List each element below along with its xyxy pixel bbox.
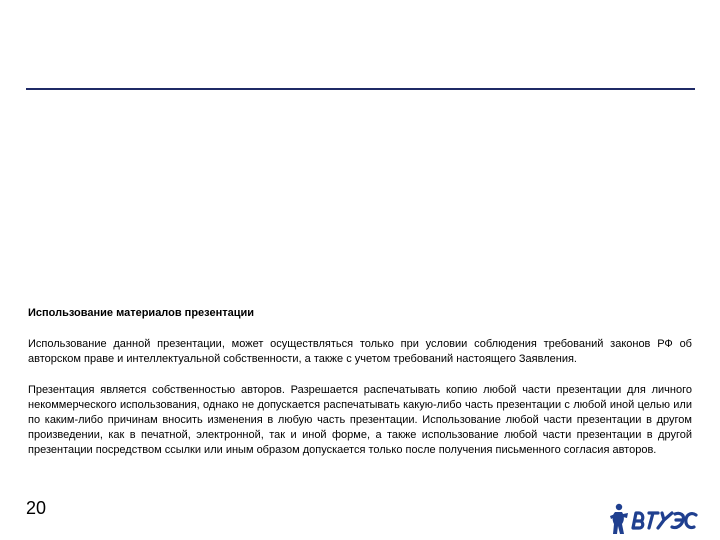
notice-paragraph-legal: Использование данной презентации, может осуществляться только при условии соблюдения требований законов РФ об авторском праве и интеллектуальной собственности, а также с учетом требований настоящего Заявления. bbox=[28, 338, 692, 365]
usage-notice bbox=[28, 306, 692, 458]
notice-paragraph-copyright: Презентация является собственностью авторов. Разрешается распечатывать копию любой части презентации для личного некоммерческого использования, однако не допускается распечатывать какую-либо часть презентации с любой иной целью или по каким-либо причинам вносить изменения в любую часть презентации. Использование любой части презентации в другом произведении, как в печатной, электронной, так и иной форме, а также использование любой части презентации в другой презентации посредством ссылки или иным образом допускается только после получения письменного согласия авторов. bbox=[28, 384, 692, 456]
header-divider bbox=[26, 88, 695, 90]
notice-title: Использование материалов презентации bbox=[28, 307, 255, 319]
university-logo-icon bbox=[606, 500, 698, 540]
page-number: 20 bbox=[26, 498, 47, 518]
